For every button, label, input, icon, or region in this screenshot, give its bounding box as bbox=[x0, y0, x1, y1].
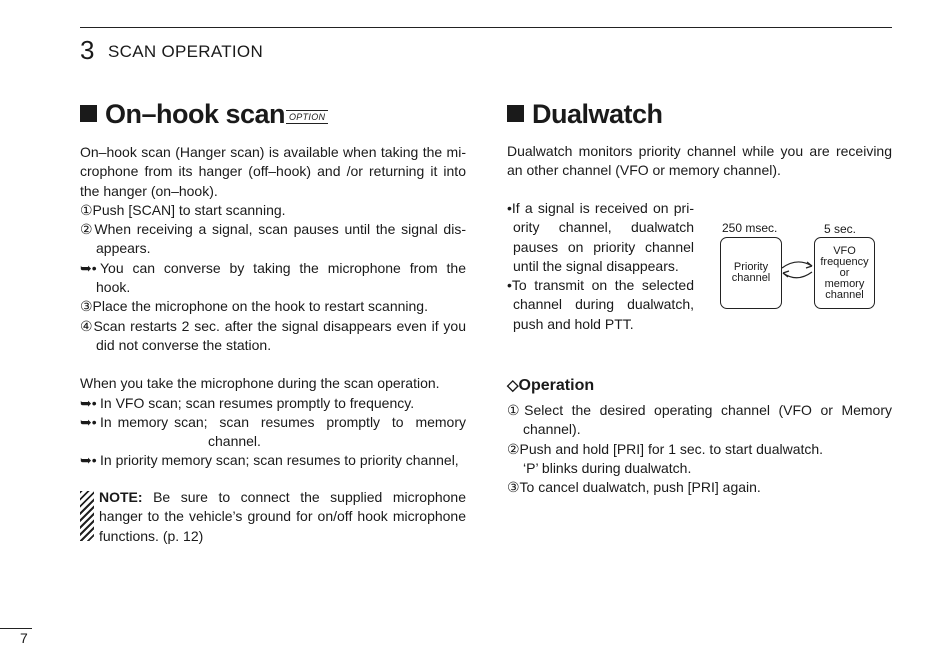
note-line bbox=[99, 488, 466, 507]
square-bullet-icon bbox=[80, 105, 97, 122]
bullet-text: In VFO scan; scan resumes promptly to frequency. bbox=[100, 394, 415, 411]
arrow-bullet-icon: ➥• bbox=[80, 452, 97, 469]
on-hook-scan-body bbox=[80, 143, 466, 471]
dualwatch-heading bbox=[507, 98, 663, 130]
note-hatch-icon bbox=[80, 491, 94, 541]
switch-arrows-icon bbox=[780, 255, 816, 285]
timing-label-priority: 250 msec. bbox=[722, 221, 778, 235]
step-1: ①Push [SCAN] to start scanning. bbox=[80, 201, 286, 218]
option-tag: OPTION bbox=[286, 110, 328, 124]
bullet-line: •To transmit on the selected bbox=[507, 277, 694, 294]
step-4-cont: did not converse the station. bbox=[96, 336, 272, 353]
box-line: memory bbox=[824, 277, 865, 290]
intro-line: crophone from its hanger (off–hook) and /or returning it into bbox=[80, 163, 466, 180]
intro-line: On–hook scan (Hanger scan) is available when taking the mi- bbox=[80, 144, 466, 160]
op-step-3: ③To cancel dualwatch, push [PRI] again. bbox=[507, 479, 761, 496]
intro-line: Dualwatch monitors priority channel while you are receiving bbox=[507, 143, 892, 159]
step-3: ③Place the microphone on the hook to restart scanning. bbox=[80, 298, 428, 315]
chapter-title: SCAN OPERATION bbox=[108, 42, 264, 61]
note-line: hanger to the vehicle’s ground for on/off hook microphone bbox=[99, 508, 466, 525]
on-hook-scan-heading bbox=[80, 98, 285, 130]
op-step-2-cont: ‘P’ blinks during dualwatch. bbox=[523, 459, 692, 476]
section-title: On–hook scan bbox=[105, 99, 286, 129]
box-text bbox=[820, 246, 868, 301]
sub-bullet-text: You can converse by taking the microphone from the bbox=[100, 259, 466, 276]
vfo-memory-box bbox=[814, 237, 875, 309]
sub-bullet-cont: hook. bbox=[96, 279, 131, 296]
para-2: When you take the microphone during the scan operation. bbox=[80, 375, 440, 392]
bullet-line: ority channel, dualwatch bbox=[513, 219, 694, 236]
bullet-vfo bbox=[80, 394, 466, 413]
box-line: Priority bbox=[733, 261, 769, 273]
sub-bullet bbox=[80, 259, 466, 278]
note-line: functions. (p. 12) bbox=[99, 527, 204, 544]
note-block bbox=[99, 488, 466, 546]
step-2-cont: appears. bbox=[96, 240, 151, 257]
bullet-priority bbox=[80, 451, 466, 470]
diamond-icon: ◇ bbox=[507, 377, 519, 394]
intro-line: an other channel (VFO or memory channel). bbox=[507, 162, 781, 179]
bullet-line: •If a signal is received on pri- bbox=[507, 200, 694, 216]
arrow-bullet-icon: ➥• bbox=[80, 413, 97, 430]
note-label: NOTE: bbox=[99, 489, 143, 505]
step-4: ④Scan restarts 2 sec. after the signal disappears even if you bbox=[80, 317, 466, 334]
square-bullet-icon bbox=[507, 105, 524, 122]
bullet-line: push and hold PTT. bbox=[513, 315, 634, 332]
page-number: 7 bbox=[20, 630, 28, 646]
footer-rule bbox=[0, 628, 32, 629]
chapter-number: 3 bbox=[80, 35, 95, 65]
arrow-bullet-icon: ➥• bbox=[80, 259, 97, 276]
bullet-text: In priority memory scan; scan resumes to priority channel, bbox=[100, 452, 459, 469]
box-text bbox=[732, 262, 771, 284]
bullet-text: In memory scan; scan resumes promptly to memory bbox=[100, 413, 466, 430]
operation-steps bbox=[507, 401, 892, 497]
box-line: frequency bbox=[820, 255, 869, 268]
section-title: Dualwatch bbox=[532, 99, 663, 129]
timing-label-vfo: 5 sec. bbox=[824, 222, 857, 236]
box-line: channel bbox=[731, 272, 771, 284]
priority-channel-box bbox=[720, 237, 782, 309]
operation-heading bbox=[507, 376, 594, 395]
box-line: VFO bbox=[833, 244, 856, 257]
bullet-line: pauses on priority channel bbox=[513, 238, 694, 255]
arrow-bullet-icon: ➥• bbox=[80, 394, 97, 411]
bullet-line: channel during dualwatch, bbox=[513, 296, 694, 313]
op-step-1: ①Select the desired operating channel (VFO or Memory bbox=[507, 402, 892, 418]
note-text: Be sure to connect the supplied microphone bbox=[153, 489, 466, 505]
dualwatch-bullets bbox=[507, 199, 694, 334]
step-2: ②When receiving a signal, scan pauses until the signal dis- bbox=[80, 221, 466, 238]
intro-line: the hanger (on–hook). bbox=[80, 182, 218, 199]
op-step-1-cont: channel). bbox=[523, 421, 581, 438]
bullet-memory bbox=[80, 413, 466, 432]
op-step-2: ②Push and hold [PRI] for 1 sec. to start dualwatch. bbox=[507, 440, 824, 457]
operation-title: Operation bbox=[518, 377, 595, 394]
box-line: or bbox=[839, 266, 850, 279]
header-rule bbox=[80, 27, 892, 28]
bullet-line: until the signal disappears. bbox=[513, 257, 679, 274]
box-line: channel bbox=[825, 288, 864, 301]
dualwatch-intro bbox=[507, 142, 892, 181]
bullet-memory-cont: channel. bbox=[208, 433, 261, 450]
